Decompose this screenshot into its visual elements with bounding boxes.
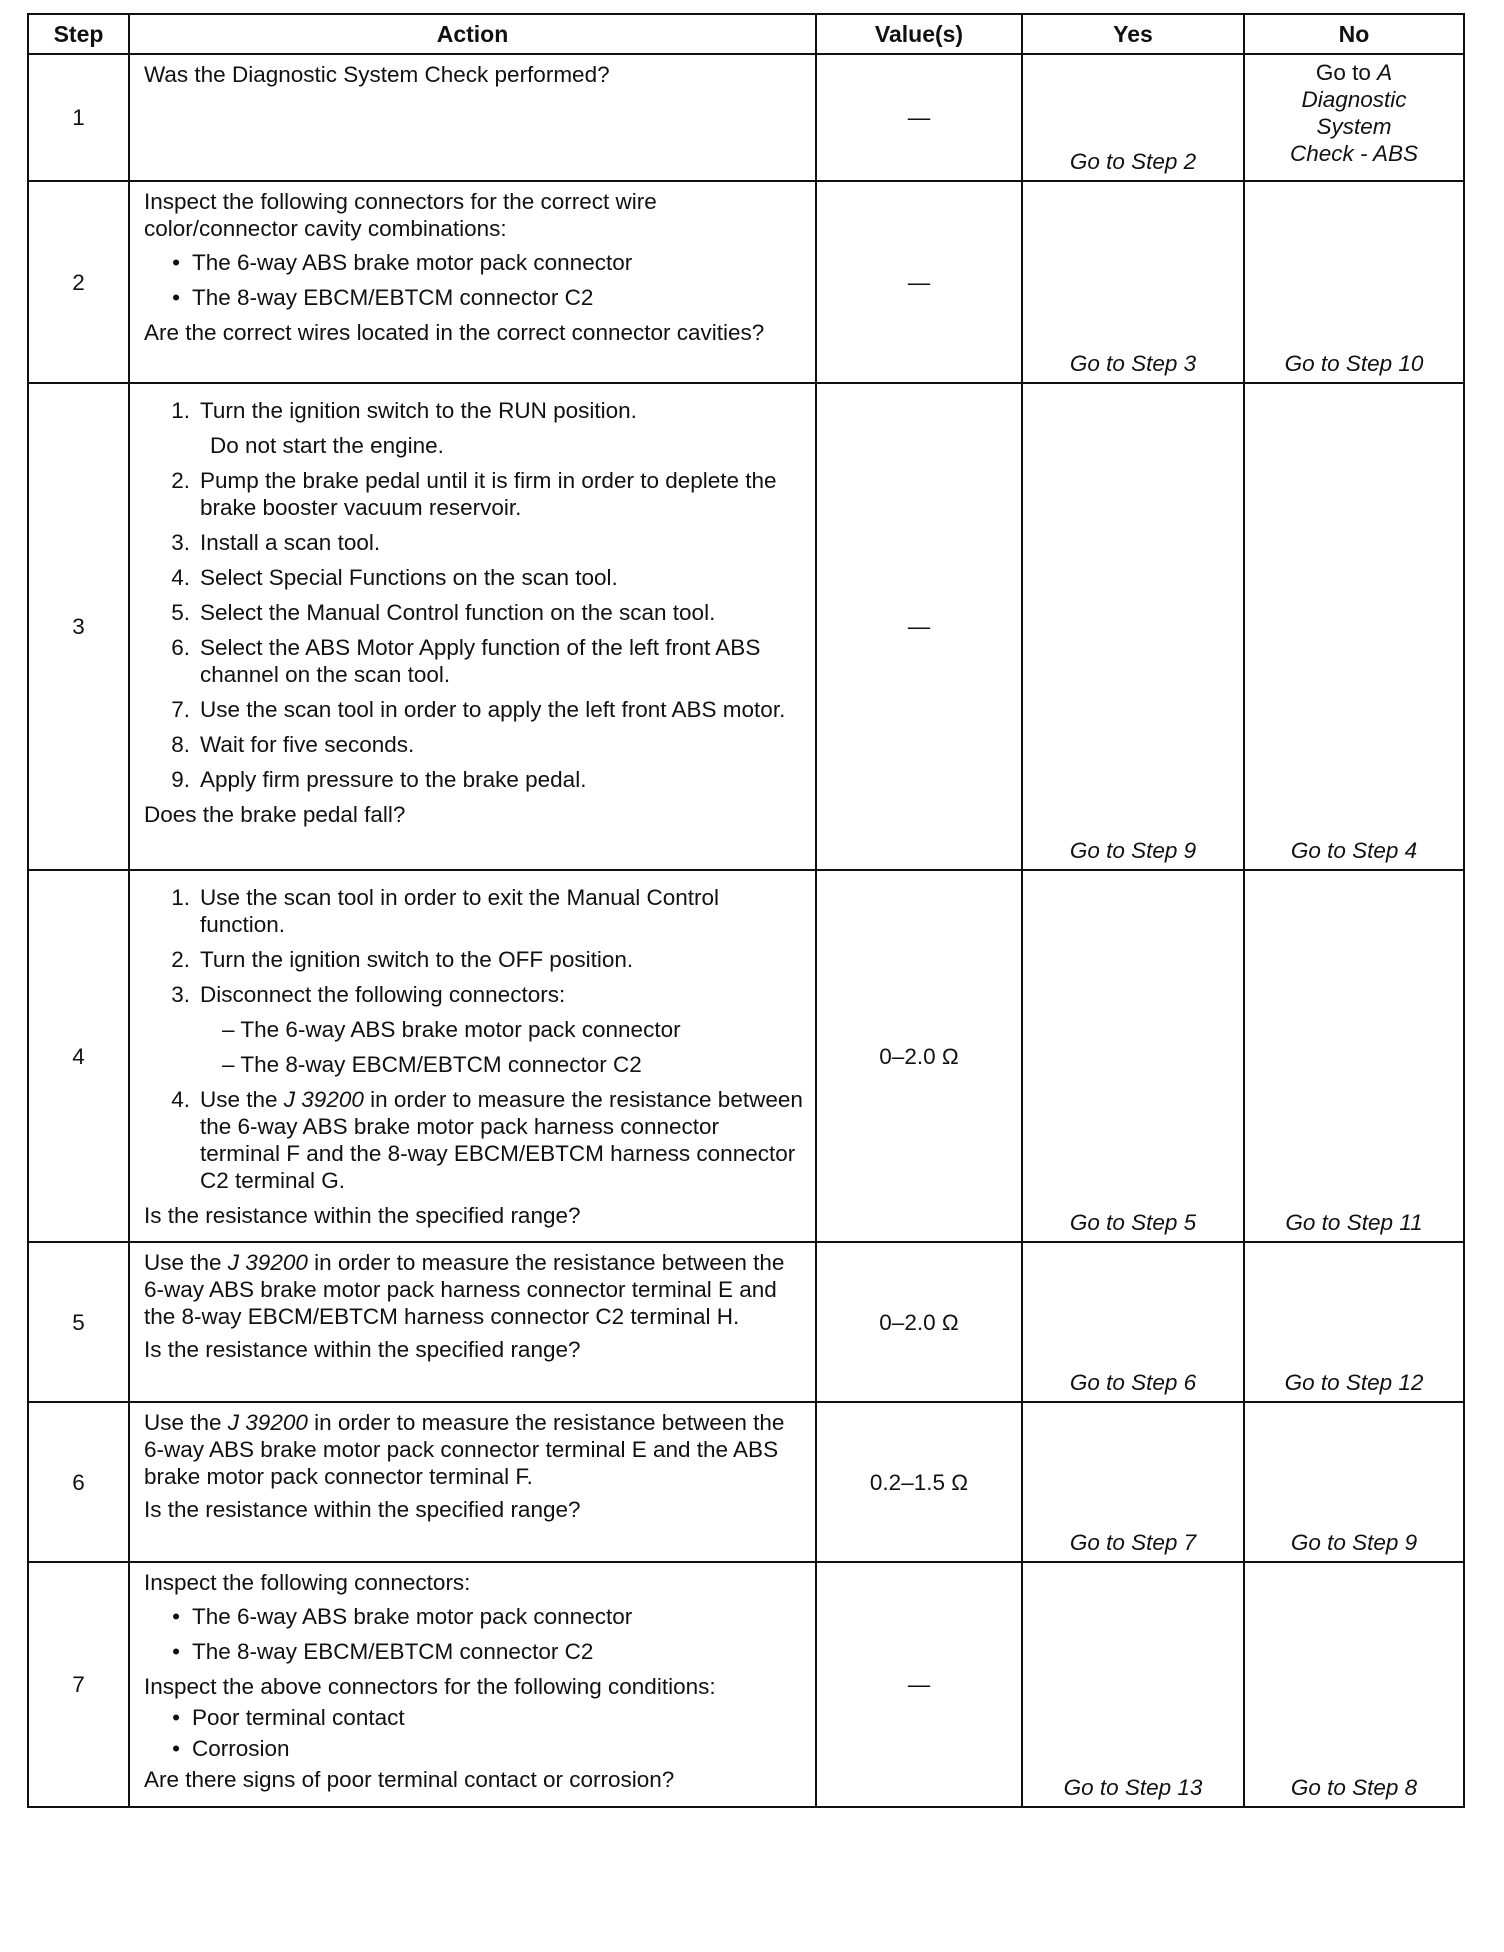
yes-cell [1022,1562,1244,1807]
action-cell [129,383,816,870]
list-item: • The 8-way EBCM/EBTCM connector C2 [172,1639,594,1664]
action-note: Do not start the engine. [210,433,444,458]
no-cell [1244,383,1464,870]
yes-cell [1022,870,1244,1242]
tool-reference: J 39200 [283,1087,364,1112]
table-row [28,383,1464,870]
action-cell [129,1562,816,1807]
no-result-ref-a: A [1377,60,1393,85]
tool-reference: J 39200 [227,1250,308,1275]
value-cell: — [816,54,1022,181]
list-item: • The 6-way ABS brake motor pack connector [172,250,633,275]
action-question: Are there signs of poor terminal contact or corrosion? [144,1767,675,1792]
yes-result: Go to Step 7 [1069,1530,1197,1555]
tool-reference: J 39200 [227,1410,308,1435]
action-question: Is the resistance within the specified range? [144,1337,581,1362]
no-result: Go to Step 4 [1290,838,1418,863]
yes-cell [1022,1242,1244,1402]
action-cell [129,870,816,1242]
no-result: Go to Step 9 [1290,1530,1418,1555]
action-question: Is the resistance within the specified range? [144,1497,581,1522]
list-item: 1. Turn the ignition switch to the RUN position. [171,398,637,423]
list-item: 8. Wait for five seconds. [171,732,415,757]
table-row [28,870,1464,1242]
step-number: 1 [28,54,129,181]
table-row [28,181,1464,383]
yes-result: Go to Step 5 [1069,1210,1197,1235]
value-cell: — [816,383,1022,870]
table-row [28,54,1464,181]
list-item: 2. Turn the ignition switch to the OFF position. [171,947,634,972]
header-no: No [1244,14,1464,54]
value-cell: — [816,1562,1022,1807]
list-item: • Poor terminal contact [172,1705,405,1730]
no-result [1245,55,1463,167]
value-cell: — [816,181,1022,383]
no-result: Go to Step 8 [1290,1775,1418,1800]
no-cell [1244,1242,1464,1402]
header-action: Action [129,14,816,54]
list-item: 3. Install a scan tool. [171,530,381,555]
yes-result: Go to Step 13 [1063,1775,1203,1800]
list-item: – The 8-way EBCM/EBTCM connector C2 [222,1052,642,1077]
list-item: 4. Use the J 39200 in order to measure the resistance between the 6-way ABS brake motor pack harness connector terminal F and the 8-way EBCM/EBTCM harness connector C2 terminal G. [171,1087,803,1193]
step-number: 7 [28,1562,129,1807]
value-cell: 0–2.0 Ω [816,1242,1022,1402]
no-result-line4: Check - ABS [1290,141,1418,166]
value-cell: 0.2–1.5 Ω [816,1402,1022,1562]
value-cell: 0–2.0 Ω [816,870,1022,1242]
action-text: Use the J 39200 in order to measure the resistance between the 6-way ABS brake motor pack harness connector terminal E and the 8-way EBCM/EBTCM harness connector C2 terminal H. [144,1250,785,1329]
list-item: 5. Select the Manual Control function on the scan tool. [171,600,716,625]
action-cell [129,54,816,181]
header-yes: Yes [1022,14,1244,54]
list-item: 6. Select the ABS Motor Apply function of the left front ABS channel on the scan tool. [171,635,761,687]
table-row [28,1402,1464,1562]
action-intro: Inspect the following connectors for the correct wire color/connector cavity combinations: [144,189,657,241]
table-row [28,1562,1464,1807]
no-result-line3: System [1316,114,1392,139]
step-number: 2 [28,181,129,383]
list-item: • The 6-way ABS brake motor pack connector [172,1604,633,1629]
no-cell [1244,181,1464,383]
action-cell [129,181,816,383]
no-cell [1244,1562,1464,1807]
step-number: 5 [28,1242,129,1402]
no-result: Go to Step 10 [1284,351,1424,376]
step-number: 6 [28,1402,129,1562]
yes-cell [1022,181,1244,383]
action-intro: Inspect the following connectors: [144,1570,471,1595]
list-item: 1. Use the scan tool in order to exit the Manual Control function. [171,885,720,937]
header-values: Value(s) [816,14,1022,54]
list-item: 9. Apply firm pressure to the brake pedal. [171,767,587,792]
yes-cell [1022,54,1244,181]
action-question: Are the correct wires located in the correct connector cavities? [144,320,765,345]
no-cell [1244,54,1464,181]
list-item: 3. Disconnect the following connectors: [171,982,566,1007]
no-cell [1244,870,1464,1242]
action-question: Was the Diagnostic System Check performed? [144,62,610,87]
list-item: • Corrosion [172,1736,290,1761]
no-result-go-to: Go to [1315,60,1378,85]
list-item: 2. Pump the brake pedal until it is firm in order to deplete the brake booster vacuum reservoir. [171,468,777,520]
table-row [28,1242,1464,1402]
list-item: – The 6-way ABS brake motor pack connector [222,1017,681,1042]
list-item: 4. Select Special Functions on the scan tool. [171,565,618,590]
yes-cell [1022,383,1244,870]
action-text: Use the J 39200 in order to measure the resistance between the 6-way ABS brake motor pack connector terminal E and the ABS brake motor pack connector terminal F. [144,1410,785,1489]
action-intro-conditions: Inspect the above connectors for the following conditions: [144,1674,716,1699]
no-result: Go to Step 12 [1284,1370,1424,1395]
no-cell [1244,1402,1464,1562]
header-step: Step [28,14,129,54]
step-number: 3 [28,383,129,870]
action-cell [129,1402,816,1562]
no-result: Go to Step 11 [1285,1210,1423,1235]
list-item: 7. Use the scan tool in order to apply the left front ABS motor. [171,697,786,722]
header-row [28,14,1464,54]
no-result-line2: Diagnostic [1301,87,1407,112]
yes-result: Go to Step 9 [1069,838,1197,863]
yes-result: Go to Step 3 [1069,351,1197,376]
yes-result: Go to Step 6 [1069,1370,1197,1395]
action-question: Does the brake pedal fall? [144,802,406,827]
step-number: 4 [28,870,129,1242]
action-cell [129,1242,816,1402]
diagnostic-table [27,13,1465,1808]
action-question: Is the resistance within the specified range? [144,1203,581,1228]
yes-result: Go to Step 2 [1069,149,1197,174]
list-item: • The 8-way EBCM/EBTCM connector C2 [172,285,594,310]
yes-cell [1022,1402,1244,1562]
